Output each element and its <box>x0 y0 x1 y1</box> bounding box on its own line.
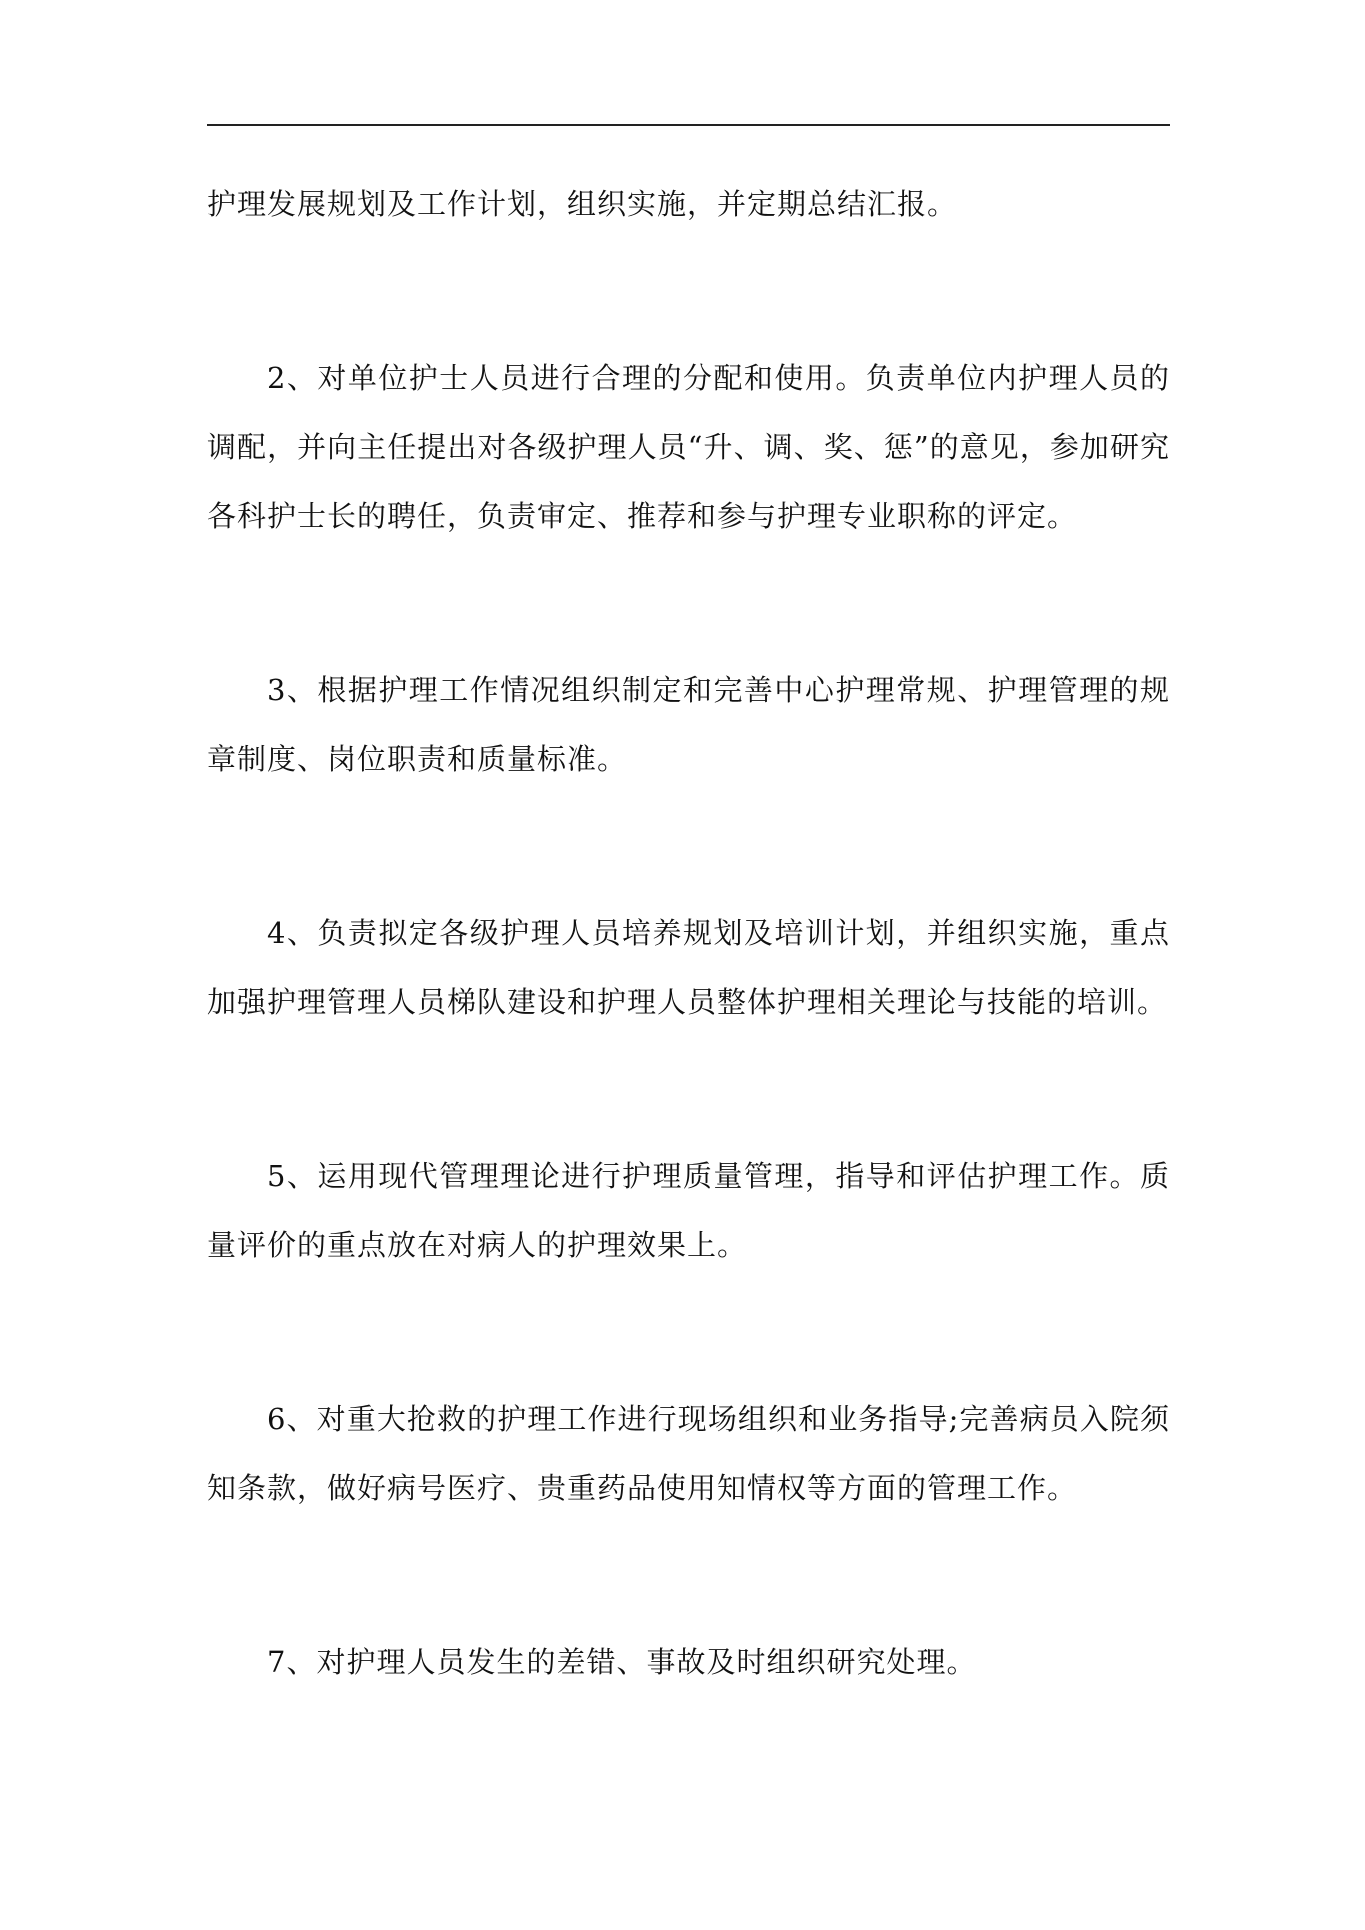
document-body <box>207 170 1170 1697</box>
header-rule <box>207 124 1170 126</box>
paragraph-item-4: 4、负责拟定各级护理人员培养规划及培训计划，并组织实施，重点加强护理管理人员梯队建设和护理人员整体护理相关理论与技能的培训。 <box>207 916 1170 1019</box>
paragraph-item-7: 7、对护理人员发生的差错、事故及时组织研究处理。 <box>267 1645 977 1679</box>
paragraph-item-2: 2、对单位护士人员进行合理的分配和使用。负责单位内护理人员的调配，并向主任提出对各级护理人员“升、调、奖、惩”的意见，参加研究各科护士长的聘任，负责审定、推荐和参与护理专业职称的评定。 <box>207 361 1170 533</box>
paragraph-item-3: 3、根据护理工作情况组织制定和完善中心护理常规、护理管理的规章制度、岗位职责和质量标准。 <box>207 673 1170 776</box>
paragraph-item-6: 6、对重大抢救的护理工作进行现场组织和业务指导;完善病员入院须知条款，做好病号医疗、贵重药品使用知情权等方面的管理工作。 <box>207 1402 1170 1505</box>
paragraph-continuation: 护理发展规划及工作计划，组织实施，并定期总结汇报。 <box>207 187 958 221</box>
paragraph-item-5: 5、运用现代管理理论进行护理质量管理，指导和评估护理工作。质量评价的重点放在对病人的护理效果上。 <box>207 1159 1170 1262</box>
